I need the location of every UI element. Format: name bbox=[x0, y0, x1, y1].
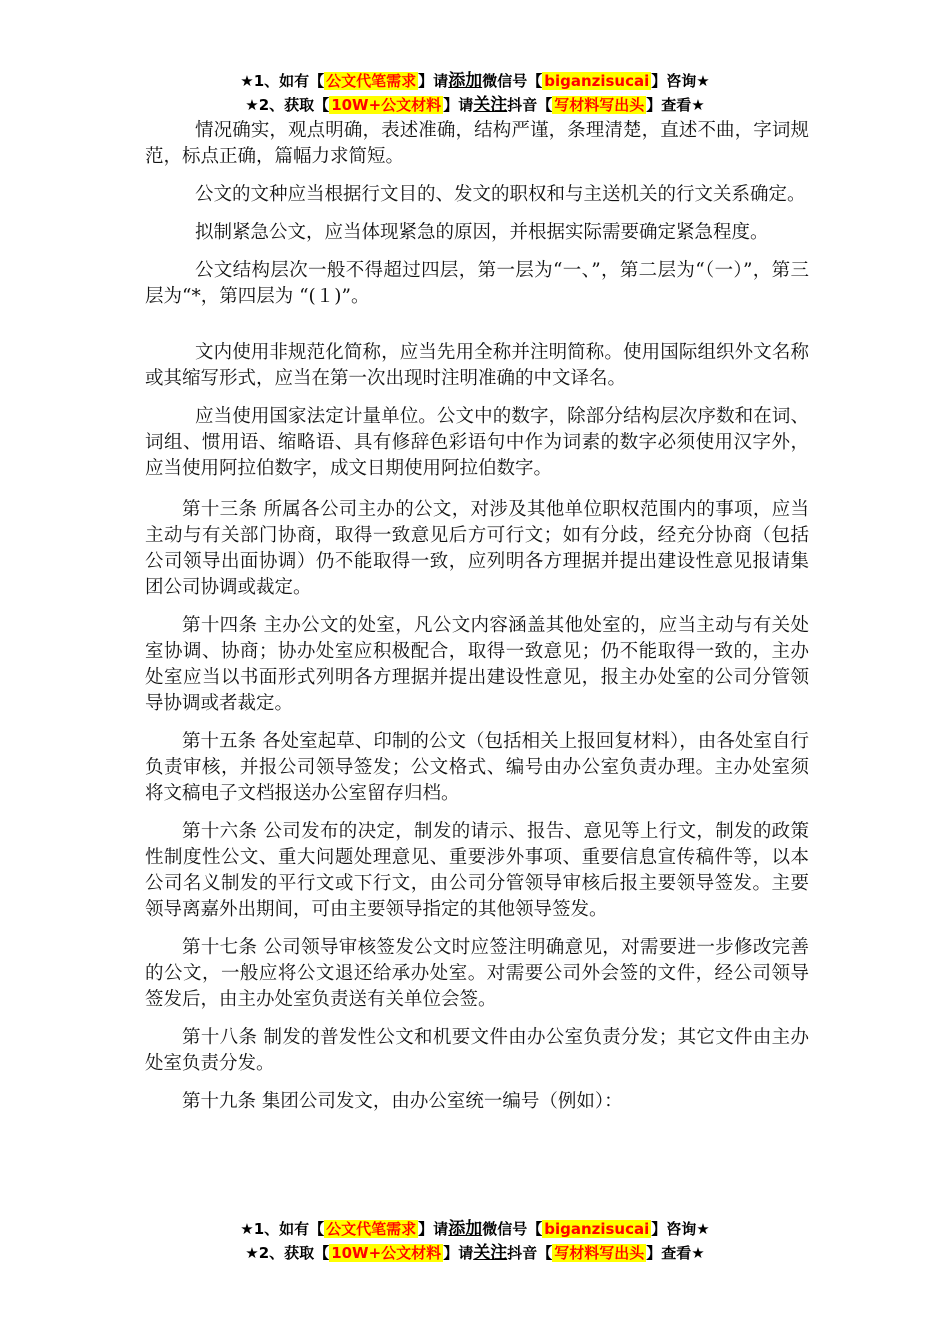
banner-text: 微信号【 bbox=[482, 1220, 543, 1238]
banner-douyin-id: 写材料写出头 bbox=[554, 1244, 645, 1262]
banner-text: 】请 bbox=[443, 96, 474, 114]
banner-wechat-id: biganzisucai bbox=[544, 72, 650, 90]
article-19: 第十九条 集团公司发文，由办公室统一编号（例如）： bbox=[182, 1091, 623, 1112]
paragraph: 拟制紧急公文，应当体现紧急的原因，并根据实际需要确定紧急程度。 bbox=[195, 222, 769, 243]
banner-text: 】请 bbox=[418, 72, 449, 90]
article-17: 第十七条 公司领导审核签发公文时应签注明确意见，对需要进一步修改完善的公文，一般应将公文退还给承办处室。对需要公司外会签的文件，经公司领导签发后，由主办处室负责送有关单位会签。 bbox=[145, 937, 809, 1010]
top-banner-line-2 bbox=[0, 93, 950, 117]
banner-highlight: 10W+公文材料 bbox=[331, 96, 442, 114]
banner-text: 】请 bbox=[443, 1244, 474, 1262]
banner-text: ★1、如有【 bbox=[240, 72, 325, 90]
article-16: 第十六条 公司发布的决定，制发的请示、报告、意见等上行文，制发的政策性制度性公文、重大问题处理意见、重要涉外事项、重要信息宣传稿件等，以本公司名义制发的平行文或下行文，由公司分管领导审核后报主要领导签发。主要领导离嘉外出期间，可由主要领导指定的其他领导签发。 bbox=[145, 821, 809, 920]
banner-text: 】咨询★ bbox=[651, 1220, 710, 1238]
banner-emphasis: 关注 bbox=[473, 1243, 508, 1263]
paragraph: 公文的文种应当根据行文目的、发文的职权和与主送机关的行文关系确定。 bbox=[195, 184, 806, 205]
top-banner-line-1 bbox=[0, 69, 950, 93]
banner-text: 抖音【 bbox=[507, 96, 553, 114]
banner-emphasis: 关注 bbox=[473, 95, 508, 115]
document-body bbox=[145, 118, 809, 1115]
bottom-banner-line-2 bbox=[0, 1241, 950, 1265]
article-15: 第十五条 各处室起草、印制的公文（包括相关上报回复材料），由各处室自行负责审核，并报公司领导签发；公文格式、编号由办公室负责办理。主办处室须将文稿电子文档报送办公室留存归档。 bbox=[145, 731, 809, 804]
banner-text: ★2、获取【 bbox=[245, 1244, 330, 1262]
banner-text: 】请 bbox=[418, 1220, 449, 1238]
bottom-banner-line-1 bbox=[0, 1217, 950, 1241]
banner-text: 微信号【 bbox=[482, 72, 543, 90]
banner-highlight: 公文代笔需求 bbox=[326, 72, 417, 90]
banner-douyin-id: 写材料写出头 bbox=[554, 96, 645, 114]
paragraph: 文内使用非规范化简称，应当先用全称并注明简称。使用国际组织外文名称或其缩写形式，应当在第一次出现时注明准确的中文译名。 bbox=[145, 342, 809, 389]
paragraph: 公文结构层次一般不得超过四层，第一层为“一、”，第二层为“（一）”，第三层为“*，第四层为 “(１)”。 bbox=[145, 260, 809, 307]
banner-text: 抖音【 bbox=[507, 1244, 553, 1262]
article-13: 第十三条 所属各公司主办的公文，对涉及其他单位职权范围内的事项，应当主动与有关部门协商，取得一致意见后方可行文；如有分歧，经充分协商（包括公司领导出面协调）仍不能取得一致，应列明各方理据并提出建设性意见报请集团公司协调或裁定。 bbox=[145, 499, 809, 598]
banner-emphasis: 添加 bbox=[448, 1219, 483, 1239]
banner-wechat-id: biganzisucai bbox=[544, 1220, 650, 1238]
banner-text: 】查看★ bbox=[646, 96, 705, 114]
paragraph: 应当使用国家法定计量单位。公文中的数字，除部分结构层次序数和在词、词组、惯用语、缩略语、具有修辞色彩语句中作为词素的数字必须使用汉字外，应当使用阿拉伯数字，成文日期使用阿拉伯数字。 bbox=[145, 406, 809, 479]
article-14: 第十四条 主办公文的处室，凡公文内容涵盖其他处室的，应当主动与有关处室协调、协商；协办处室应积极配合，取得一致意见；仍不能取得一致的，主办处室应当以书面形式列明各方理据并提出建设性意见，报主办处室的公司分管领导协调或者裁定。 bbox=[145, 615, 809, 714]
banner-highlight: 公文代笔需求 bbox=[326, 1220, 417, 1238]
banner-text: ★1、如有【 bbox=[240, 1220, 325, 1238]
banner-text: 】咨询★ bbox=[651, 72, 710, 90]
banner-emphasis: 添加 bbox=[448, 71, 483, 91]
banner-highlight: 10W+公文材料 bbox=[331, 1244, 442, 1262]
banner-text: ★2、获取【 bbox=[245, 96, 330, 114]
paragraph: 情况确实，观点明确，表述准确，结构严谨，条理清楚，直述不曲，字词规范，标点正确，篇幅力求简短。 bbox=[145, 120, 809, 167]
banner-text: 】查看★ bbox=[646, 1244, 705, 1262]
article-18: 第十八条 制发的普发性公文和机要文件由办公室负责分发；其它文件由主办处室负责分发。 bbox=[145, 1027, 809, 1074]
